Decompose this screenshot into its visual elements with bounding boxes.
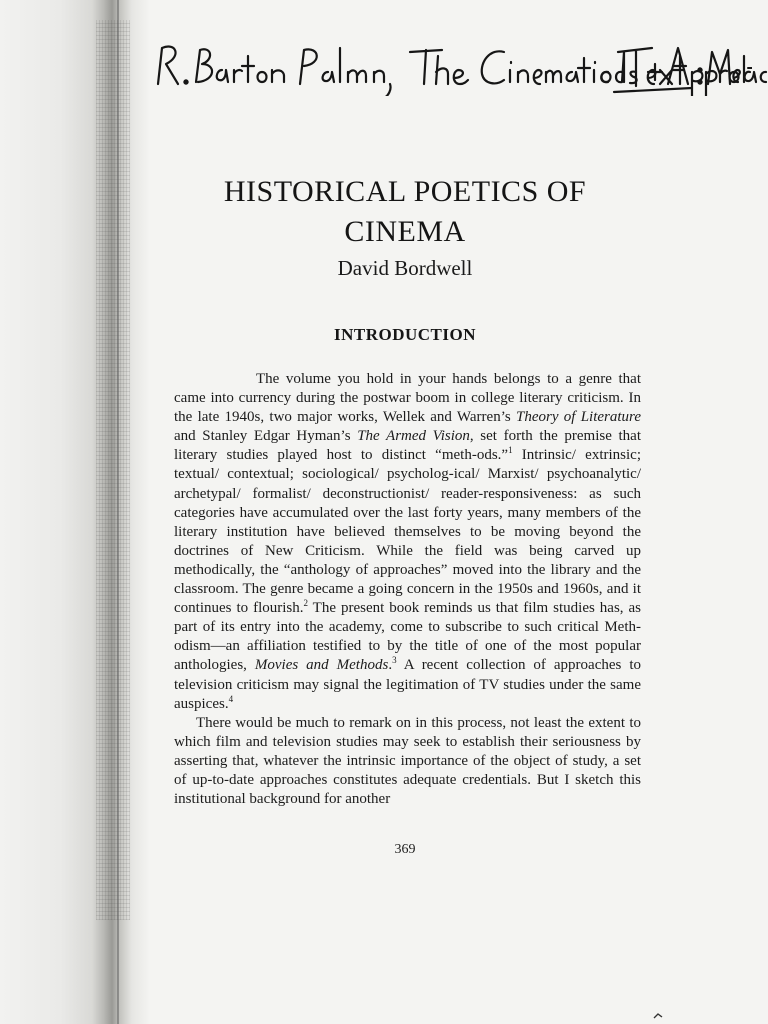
paragraph-1-text-2: and Stanley Edgar Hyman’s (174, 428, 358, 445)
chapter-title-line-1: HISTORICAL POETICS OF (223, 175, 587, 208)
footnote-ref-1: 1 (508, 445, 513, 456)
binding-speckle (96, 20, 130, 920)
paragraph-1-text-1: The volume you hold in your hands belongs to a genre that came into currency during the postwar boom in college literary criticism. In the late 1940s, two major works, Wellek and Warren’s (174, 371, 641, 426)
chapter-title (172, 172, 638, 252)
chapter-title-line-2: CINEMA (344, 215, 466, 248)
footnote-ref-3: 3 (392, 655, 397, 666)
body-text (174, 370, 641, 809)
paragraph-1-text-7: A recent collection of approaches to television criticism may signal the legitimation of TV studies under the same auspices. (174, 657, 641, 712)
paragraph-1-text-6: . (388, 657, 393, 674)
section-heading: INTRODUCTION (333, 325, 477, 344)
footnote-ref-4: 4 (228, 693, 234, 704)
chapter-author: David Bordwell (337, 256, 473, 280)
handwritten-annotation-continued (600, 26, 768, 96)
footnote-ref-2: 2 (303, 598, 308, 609)
binding-edge (117, 0, 119, 1024)
paragraph-1-text-5: The present book reminds us that film studies has, as part of its entry into the academy, come to subscribe to such critical Meth-odism—an affiliation testified to by the title of one of the most popular anthologies, (174, 600, 641, 674)
book-title-the-armed-vision: The Armed Vision (357, 428, 470, 445)
copy-speck (653, 1012, 663, 1020)
paragraph-2: There would be much to remark on in this process, not least the extent to which film and television studies may seek to establish their seriousness by asserting that, whatever the intrinsic importance of the object of study, a set of up-to-date approaches constitutes adequate credentials. But I sketch this institutional background for another (174, 714, 641, 808)
page-number: 369 (394, 842, 416, 857)
book-title-movies-and-methods: Movies and Methods (254, 657, 389, 674)
paragraph-1-text-4: Intrinsic/ extrinsic; textual/ contextual; sociological/ psycholog-ical/ Marxist/ psychoanalytic/ archetypal/ formalist/ deconstructionist/ reader-responsiveness: as such categories have accumulated over the last forty years, many members of the literary institution have believed themselves to be moving beyond the doctrines of New Criticism. While the field was being carved up methodically, the “anthology of approaches” moved into the library and the classroom. The genre became a going concern in the 1950s and 1960s, and it continues to flourish. (174, 447, 641, 617)
paragraph-1-text-3: , set forth the premise that literary studies played host to distinct “meth-ods.” (174, 428, 641, 464)
paragraph-1 (174, 370, 641, 714)
book-title-theory-of-literature: Theory of Literature (515, 409, 641, 426)
